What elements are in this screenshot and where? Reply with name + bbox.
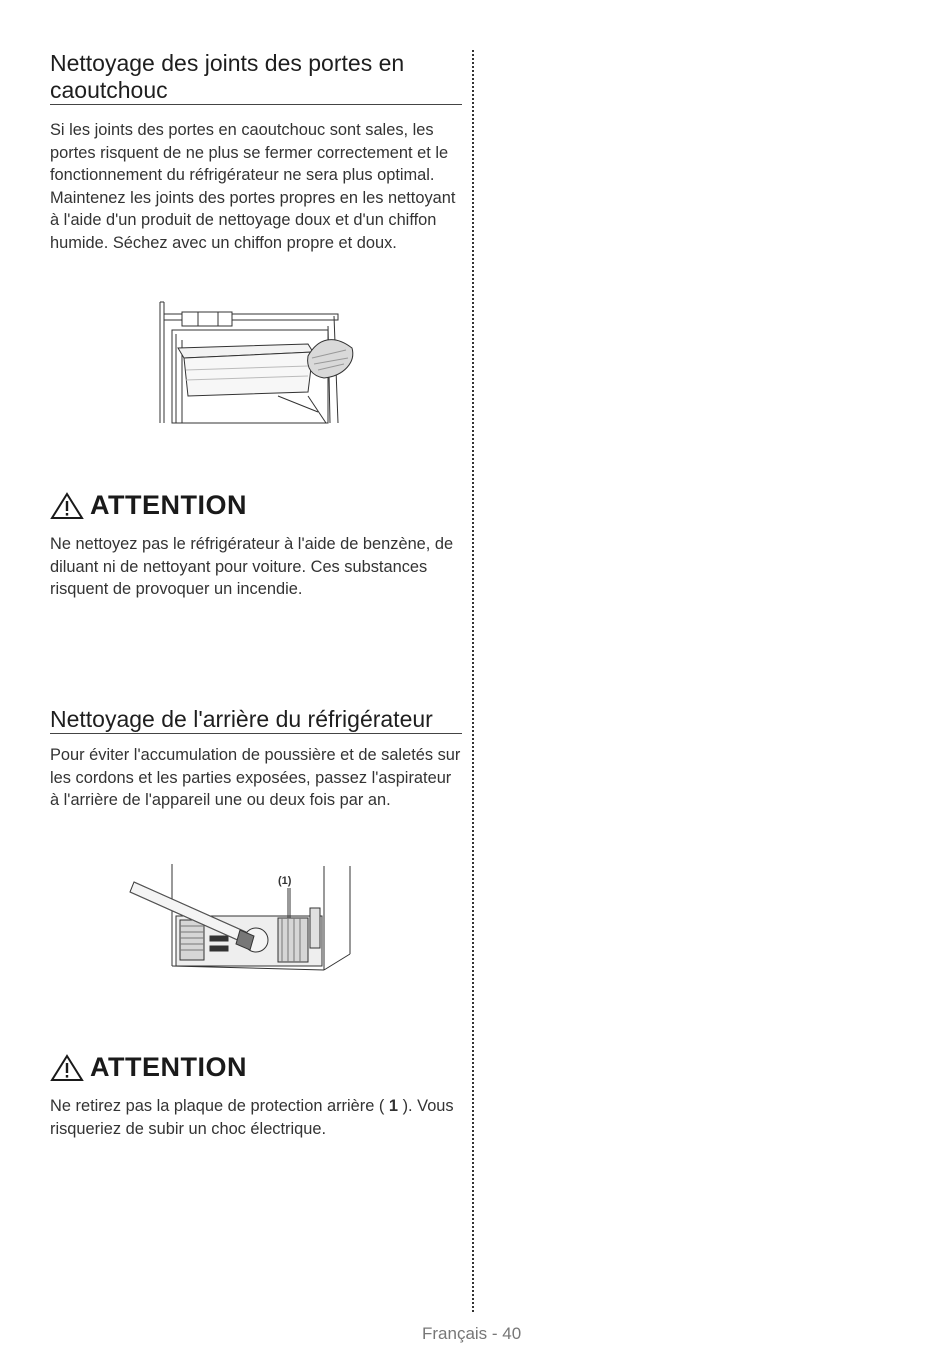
attention-heading xyxy=(50,490,462,521)
attention-label: ATTENTION xyxy=(90,1052,247,1082)
attention-heading xyxy=(50,1052,462,1083)
callout-number: 1 xyxy=(388,1097,399,1115)
attention-block-2 xyxy=(50,1052,462,1140)
warning-triangle-icon xyxy=(50,1054,84,1082)
page-number: Français - 40 xyxy=(422,1324,522,1343)
fridge-back-illustration xyxy=(128,862,358,974)
section-title: Nettoyage des joints des portes en caoutchouc xyxy=(50,50,462,105)
warning-triangle-icon xyxy=(50,492,84,520)
attention-body: Ne retirez pas la plaque de protection arrière ( 1 ). Vous risqueriez de subir un choc électrique. xyxy=(50,1097,454,1138)
attention-body: Ne nettoyez pas le réfrigérateur à l'aide de benzène, de diluant ni de nettoyant pour voiture. Ces substances risquent de provoquer un incendie. xyxy=(50,535,454,599)
figure-callout-label: (1) xyxy=(278,875,292,887)
section-door-seals xyxy=(50,50,462,255)
column-divider xyxy=(472,50,474,1312)
section-title: Nettoyage de l'arrière du réfrigérateur xyxy=(50,706,462,734)
door-seal-illustration xyxy=(158,300,358,425)
attention-block-1 xyxy=(50,490,462,601)
section-fridge-back xyxy=(50,706,462,812)
attention-label: ATTENTION xyxy=(90,490,247,520)
section-body: Si les joints des portes en caoutchouc sont sales, les portes risquent de ne plus se fermer correctement et le fonctionnement du réfrigérateur ne sera plus optimal. Maintenez les joints des portes propres en les nettoyant à l'aide d'un produit de nettoyage doux et d'un chiffon humide. Séchez avec un chiffon propre et doux. xyxy=(50,121,456,252)
section-body: Pour éviter l'accumulation de poussière et de saletés sur les cordons et les parties exposées, passez l'aspirateur à l'arrière de l'appareil une ou deux fois par an. xyxy=(50,746,461,810)
